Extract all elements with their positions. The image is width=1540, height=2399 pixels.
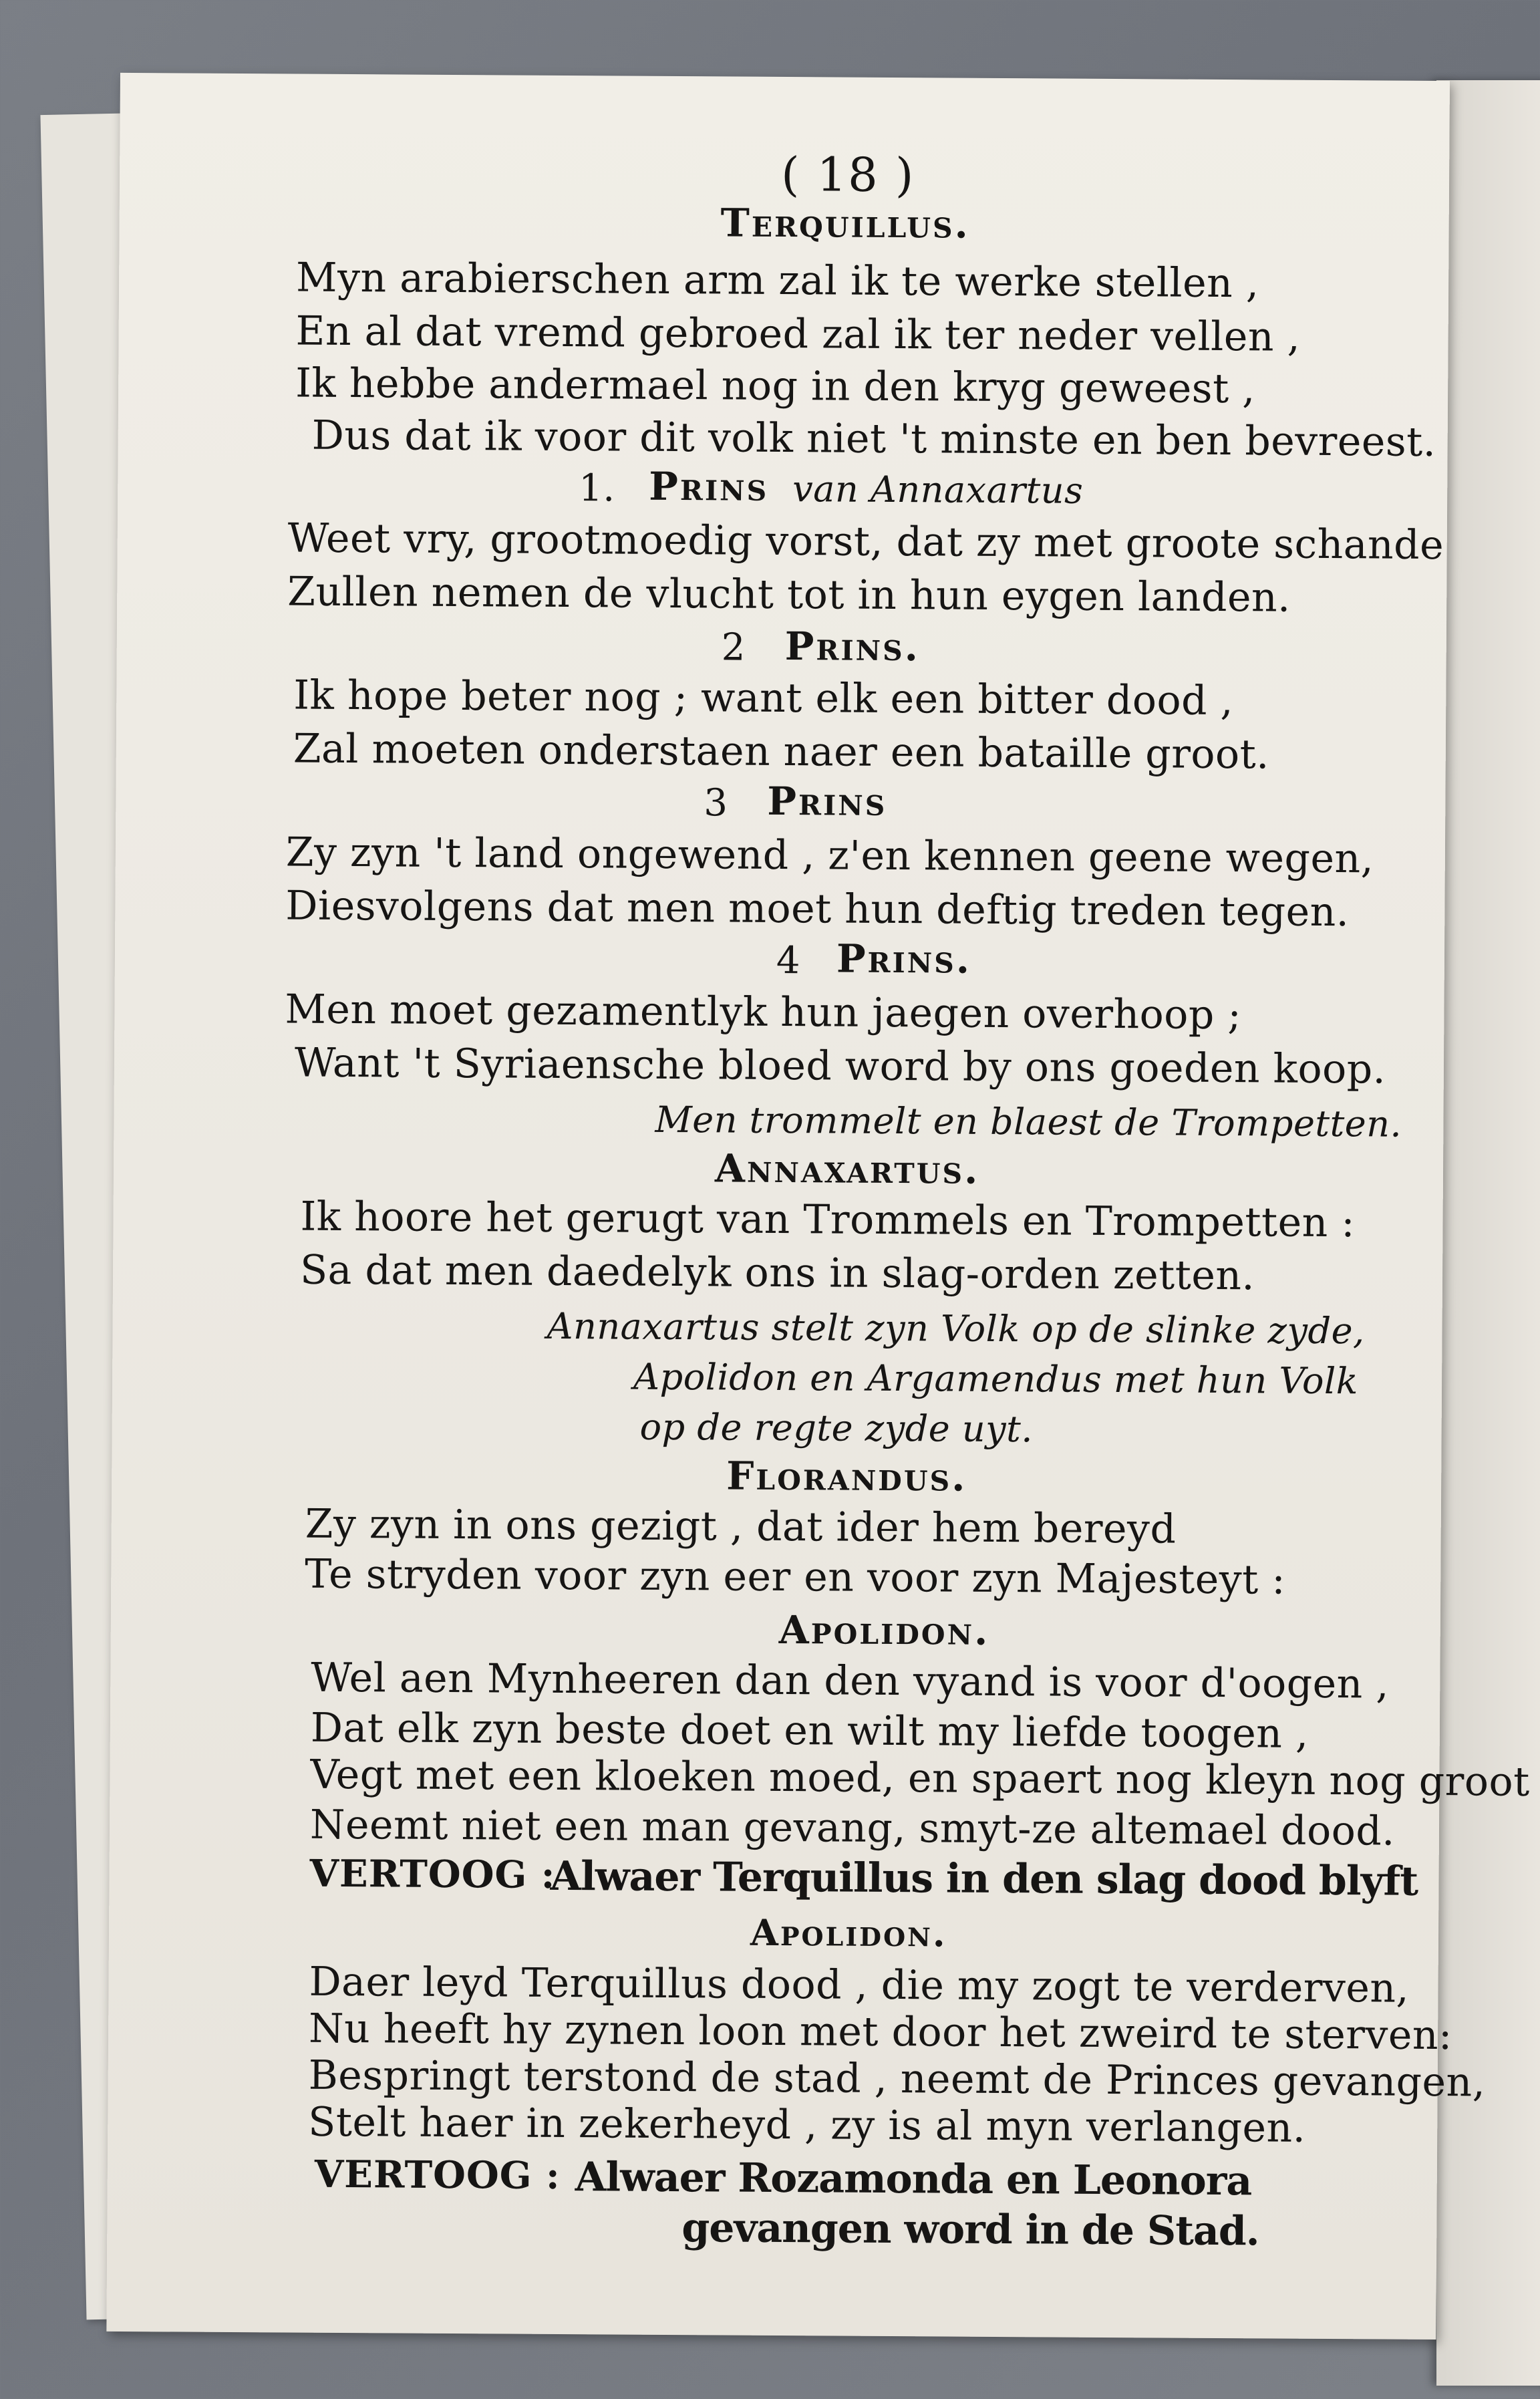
- page-text: [106, 73, 1530, 2340]
- verse-line: Zal moeten onderstaen naer een bataille groot.: [293, 725, 1270, 779]
- verse-line: Stelt haer in zekerheyd , zy is al myn verlangen.: [308, 2098, 1306, 2152]
- verse-line: Ik hebbe andermael nog in den kryg geweest ,: [295, 360, 1256, 413]
- vertoog-text: gevangen word in de Stad.: [681, 2205, 1259, 2255]
- speaker-heading: Apolidon.: [778, 1606, 990, 1654]
- vertoog-text: Alwaer Terquillus in den slag dood blyft: [550, 1852, 1418, 1905]
- speaker-number: 1.: [579, 466, 615, 511]
- verse-line: Sa dat men daedelyk ons in slag-orden zetten.: [299, 1246, 1255, 1300]
- speaker-heading: Prins: [767, 778, 887, 825]
- verse-line: Dat elk zyn beste doet en wilt my liefde toogen ,: [310, 1704, 1309, 1757]
- stage-direction: Apolidon en Argamendus met hun Volk: [633, 1355, 1359, 1403]
- verse-line: Dus dat ik voor dit volk niet 't minste en ben bevreest.: [311, 412, 1436, 466]
- book-page: [106, 73, 1530, 2340]
- vertoog-label: VERTOOG :: [314, 2152, 561, 2199]
- speaker-heading: Prins: [649, 463, 769, 510]
- stage-direction: Annaxartus stelt zyn Volk op de slinke zyde,: [547, 1304, 1365, 1353]
- verse-line: Wel aen Mynheeren dan den vyand is voor d'oogen ,: [311, 1654, 1390, 1708]
- verse-line: Weet vry, grootmoedig vorst, dat zy met groote schande: [287, 515, 1444, 569]
- verse-line: Ik hope beter nog ; want elk een bitter dood ,: [293, 672, 1234, 725]
- verse-line: Men moet gezamentlyk hun jaegen overhoop ;: [285, 986, 1242, 1039]
- verse-line: Nu heeft hy zynen loon met door het zweird te sterven:: [308, 2005, 1452, 2060]
- verse-line: Diesvolgens dat men moet hun deftig treden tegen.: [285, 882, 1350, 936]
- verse-line: Neemt niet een man gevang, smyt-ze altemael dood.: [309, 1801, 1396, 1855]
- verse-line: Want 't Syriaensche bloed word by ons goeden koop.: [294, 1039, 1386, 1093]
- verse-line: Zy zyn 't land ongewend , z'en kennen geene wegen,: [285, 829, 1374, 883]
- verse-line: Ik hoore het gerugt van Trommels en Trompetten :: [300, 1193, 1356, 1247]
- vertoog-text: Alwaer Rozamonda en Leonora: [575, 2154, 1252, 2205]
- speaker-heading: Terquillus.: [720, 200, 970, 247]
- stage-direction: Men trommelt en blaest de Trompetten.: [655, 1098, 1402, 1145]
- speaker-heading: Prins.: [836, 936, 972, 982]
- stage-direction: op de regte zyde uyt.: [639, 1405, 1034, 1451]
- verse-line: Myn arabierschen arm zal ik te werke stellen ,: [295, 254, 1259, 307]
- speaker-qualifier: van Annaxartus: [792, 468, 1084, 512]
- speaker-heading: Apolidon.: [750, 1911, 947, 1955]
- vertoog-label: VERTOOG :: [309, 1851, 556, 1897]
- verse-line: Bespringt terstond de stad , neemt de Princes gevangen,: [308, 2052, 1486, 2106]
- verse-line: Zy zyn in ons gezigt , dat ider hem bereyd: [305, 1500, 1177, 1553]
- speaker-heading: Florandus.: [726, 1453, 967, 1500]
- speaker-number: 3: [704, 781, 728, 825]
- verse-line: En al dat vremd gebroed zal ik ter neder vellen ,: [295, 307, 1301, 361]
- speaker-number: 4: [776, 938, 801, 983]
- speaker-number: 2: [721, 625, 746, 670]
- speaker-heading: Prins.: [784, 623, 921, 670]
- verse-line: Vegt met een kloeken moed, en spaert nog kleyn nog groot: [310, 1751, 1530, 1806]
- verse-line: Zullen nemen de vlucht tot in hun eygen landen.: [287, 568, 1291, 621]
- speaker-heading: Annaxartus.: [714, 1145, 980, 1193]
- verse-line: Te stryden voor zyn eer en voor zyn Majesteyt :: [305, 1550, 1286, 1604]
- page-number: ( 18 ): [780, 146, 915, 203]
- verse-line: Daer leyd Terquillus dood , die my zogt te verderven,: [309, 1958, 1410, 2012]
